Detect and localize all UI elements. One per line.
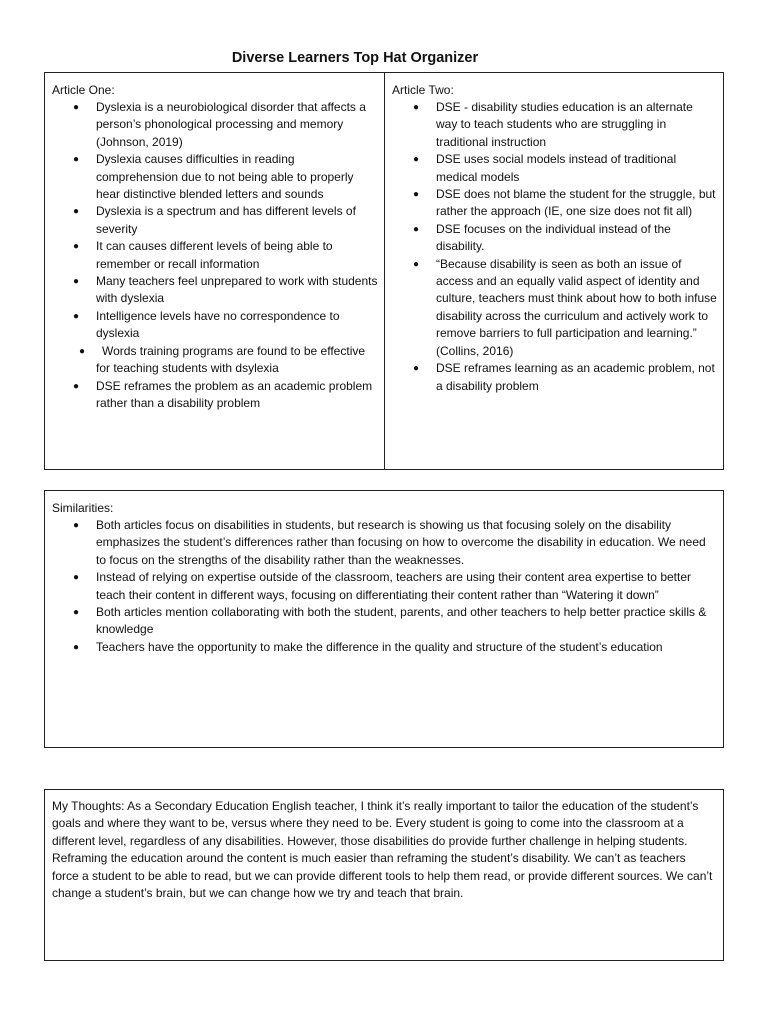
article-two-list [392, 99, 717, 395]
article-two-bullet: ● DSE uses social models instead of traditional medical models [436, 151, 717, 186]
article-two-bullet: ● DSE does not blame the student for the struggle, but rather the approach (IE, one size does not fit all) [436, 186, 717, 221]
article-one-column [45, 73, 384, 469]
article-two-column [384, 73, 723, 469]
article-two-bullet: ● DSE - disability studies education is an alternate way to teach students who are struggling in traditional instruction [436, 99, 717, 151]
article-two-heading: Article Two: [392, 83, 454, 97]
article-one-bullet: ● Dyslexia is a neurobiological disorder that affects a person’s phonological processing and memory (Johnson, 2019) [96, 99, 378, 151]
article-one-bullet: ● Dyslexia is a spectrum and has different levels of severity [96, 203, 378, 238]
similarities-bullet: ● Instead of relying on expertise outside of the classroom, teachers are using their content area expertise to better teach their content in different ways, focusing on differentiating their content rather than “Watering it down” [96, 569, 713, 604]
similarities-bullet: ● Both articles focus on disabilities in students, but research is showing us that focusing solely on the disability emphasizes the student’s differences rather than focusing on how to overcome the disability in education. We need to focus on the strengths of the disability rather than the weaknesses. [96, 517, 713, 569]
similarities-box [44, 490, 724, 748]
similarities-list [52, 517, 713, 656]
article-two-bullet: ● “Because disability is seen as both an issue of access and an equally valid aspect of identity and culture, teachers must think about how to both infuse disability across the curriculum and actively work to remove barriers to full participation and learning.” (Collins, 2016) [436, 256, 717, 360]
article-two-bullet: ● DSE focuses on the individual instead of the disability. [436, 221, 717, 256]
article-one-heading: Article One: [52, 83, 115, 97]
my-thoughts-box [44, 789, 724, 961]
article-one-bullet: ● Intelligence levels have no correspondence to dyslexia [96, 308, 378, 343]
article-one-bullet: ● It can causes different levels of being able to remember or recall information [96, 238, 378, 273]
top-hat-articles-box [44, 72, 724, 470]
my-thoughts-paragraph: My Thoughts: As a Secondary Education English teacher, I think it’s really important to tailor the education of the student’s goals and where they want to be, versus where they need to be. Every student is going to come into the classroom at a different level, regardless of any disabilities. However, those disabilities do provide further challenge in helping students. Reframing the education around the content is much easier than reframing the student’s disability. We can’t as teachers force a student to be able to read, but we can provide different tools to help them read, or provide different sources. We can’t change a student’s brain, but we can change how we try and teach that brain. [52, 799, 713, 901]
similarities-bullet: ● Both articles mention collaborating with both the student, parents, and other teachers to help better practice skills & knowledge [96, 604, 713, 639]
article-two-bullet: ● DSE reframes learning as an academic problem, not a disability problem [436, 360, 717, 395]
article-one-list [52, 99, 378, 412]
article-one-bullet: ● Words training programs are found to be effective for teaching students with dsylexia [96, 343, 378, 378]
document-title: Diverse Learners Top Hat Organizer [231, 50, 479, 66]
similarities-bullet: ● Teachers have the opportunity to make the difference in the quality and structure of the student’s education [96, 639, 713, 656]
article-one-bullet: ● Dyslexia causes difficulties in reading comprehension due to not being able to properly hear distinctive blended letters and sounds [96, 151, 378, 203]
similarities-heading: Similarities: [52, 501, 114, 515]
article-one-bullet: ● Many teachers feel unprepared to work with students with dyslexia [96, 273, 378, 308]
article-one-bullet: ● DSE reframes the problem as an academic problem rather than a disability problem [96, 378, 378, 413]
